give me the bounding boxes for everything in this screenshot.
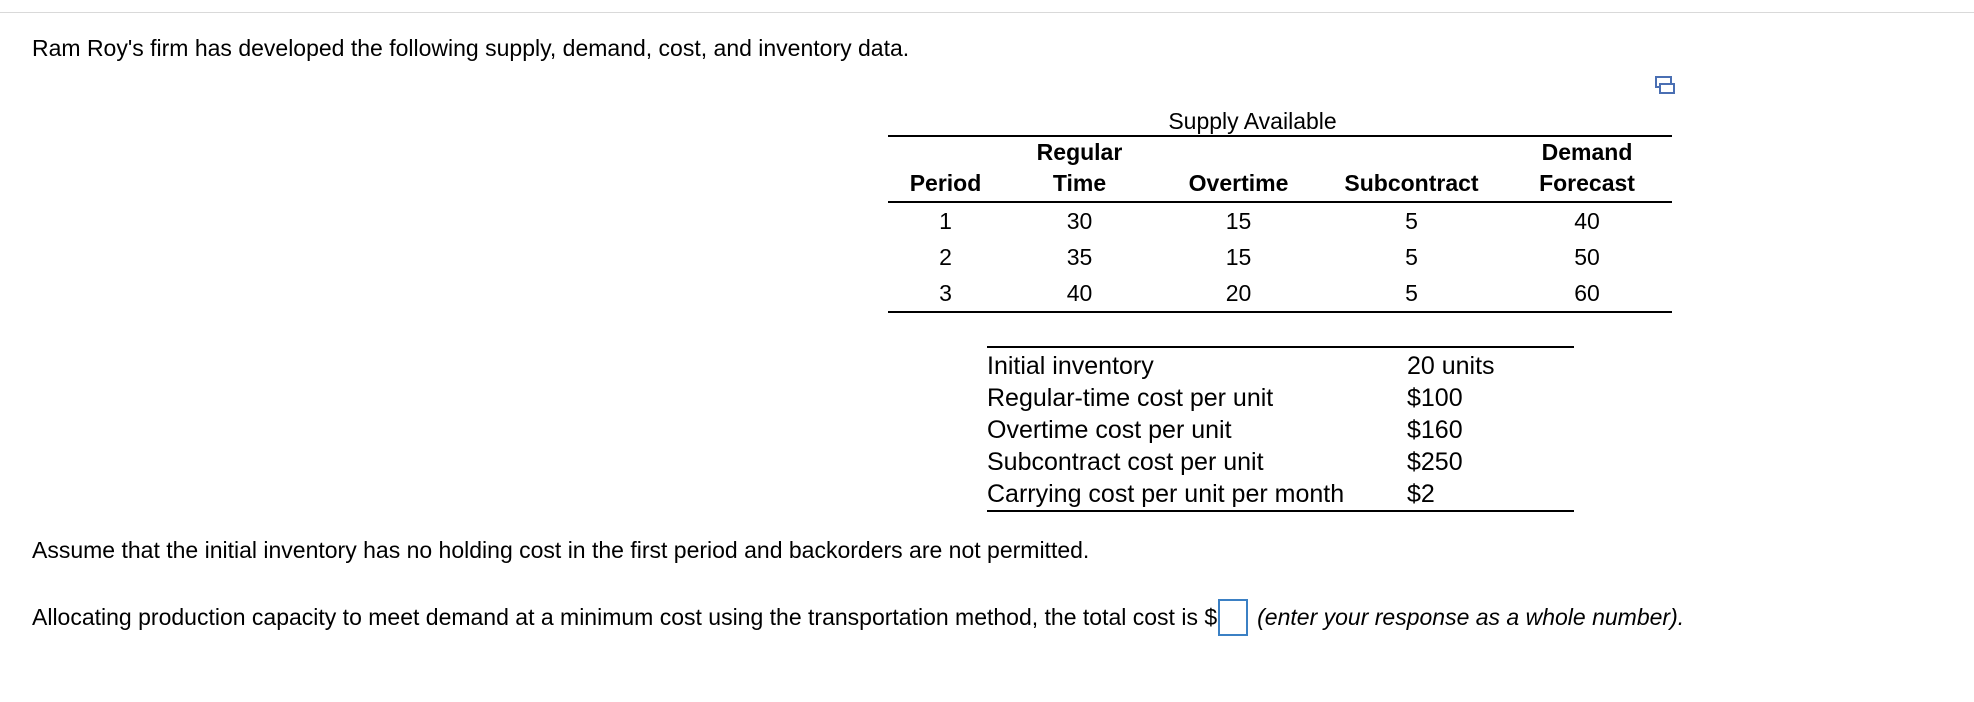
regular-time-cell: 35 (1066, 243, 1093, 270)
cost-label: Subcontract cost per unit (987, 448, 1264, 476)
cost-row (987, 382, 1574, 414)
cost-row (987, 347, 1574, 382)
total-cost-answer-input[interactable] (1218, 599, 1248, 636)
demand-forecast-header (1502, 136, 1672, 202)
overtime-cell: 15 (1225, 243, 1252, 270)
assumption-text: Assume that the initial inventory has no holding cost in the first period and backorders are not permitted. (32, 537, 1090, 563)
cost-label: Overtime cost per unit (987, 416, 1232, 444)
regular-time-cell: 30 (1066, 207, 1093, 234)
period-cell: 2 (939, 243, 952, 270)
cost-inventory-table (987, 346, 1574, 512)
demand-cell: 40 (1574, 207, 1600, 234)
demand-forecast-header-line1: Demand (1541, 139, 1633, 165)
subcontract-cell: 5 (1405, 207, 1418, 234)
cost-value: $2 (1407, 480, 1435, 508)
table-row (888, 275, 1672, 312)
cost-value: $100 (1407, 384, 1463, 412)
cost-row (987, 478, 1574, 511)
question-prefix: Allocating production capacity to meet demand at a minimum cost using the transportation method, the total cost is $ (32, 604, 1218, 630)
table-row (888, 202, 1672, 239)
cost-label: Regular-time cost per unit (987, 384, 1274, 412)
overtime-header: Overtime (1156, 136, 1321, 202)
demand-cell: 50 (1574, 243, 1600, 270)
subcontract-header: Subcontract (1321, 136, 1502, 202)
supply-available-header: Supply Available (1003, 104, 1502, 136)
regular-time-header-line2: Time (1052, 170, 1107, 196)
table-row (888, 239, 1672, 275)
cost-value: $250 (1407, 448, 1463, 476)
regular-time-header-line1: Regular (1036, 139, 1123, 165)
period-cell: 3 (888, 275, 1003, 312)
period-header: Period (888, 136, 1003, 202)
regular-time-header (1003, 136, 1156, 202)
copy-table-icon[interactable] (1654, 75, 1676, 95)
cost-value: $160 (1407, 416, 1463, 444)
subcontract-cell: 5 (1405, 243, 1418, 270)
answer-hint: (enter your response as a whole number). (1257, 604, 1685, 630)
cost-row (987, 414, 1574, 446)
cost-label: Initial inventory (987, 352, 1154, 380)
subcontract-cell: 5 (1321, 275, 1502, 312)
demand-cell: 60 (1502, 275, 1672, 312)
overtime-cell: 15 (1225, 207, 1252, 234)
cost-value: 20 units (1407, 352, 1495, 380)
cost-row (987, 446, 1574, 478)
period-cell: 1 (939, 207, 952, 234)
intro-text: Ram Roy's firm has developed the following supply, demand, cost, and inventory data. (32, 35, 910, 61)
question-line (32, 599, 1684, 636)
supply-demand-table (888, 104, 1672, 313)
overtime-cell: 20 (1156, 275, 1321, 312)
regular-time-cell: 40 (1003, 275, 1156, 312)
top-divider (0, 12, 1974, 13)
cost-label: Carrying cost per unit per month (987, 480, 1345, 508)
demand-forecast-header-line2: Forecast (1539, 170, 1635, 196)
